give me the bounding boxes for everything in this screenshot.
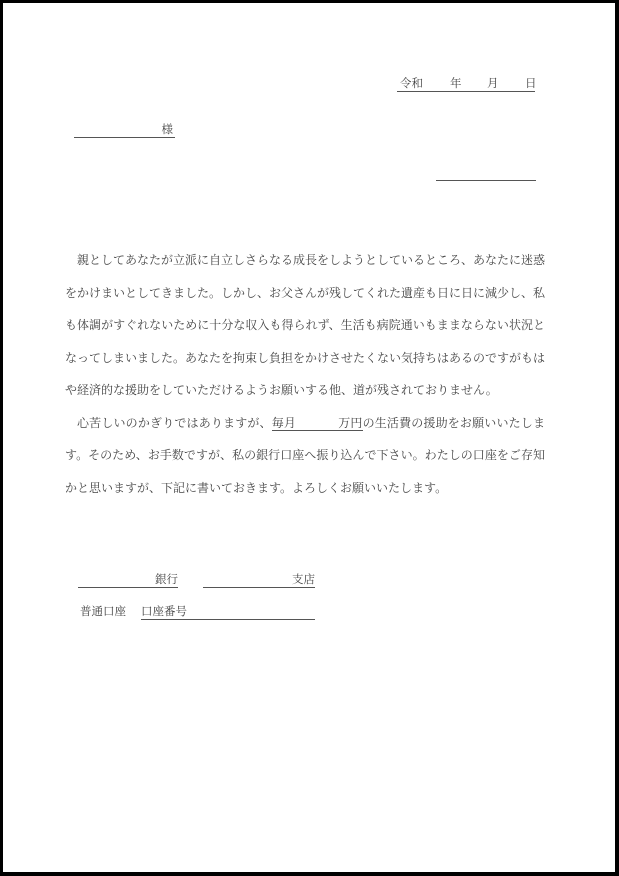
date-month-label: 月 <box>487 76 499 90</box>
branch-name-line <box>203 572 315 588</box>
amount-unit: 万円 <box>338 415 363 430</box>
addressee-honorific: 様 <box>161 122 173 136</box>
amount-prefix: 毎月 <box>271 415 297 430</box>
date-era: 令和 <box>400 76 423 90</box>
monthly-amount-field <box>272 416 363 431</box>
body-paragraph-2 <box>65 407 545 505</box>
body-paragraph-1: 親としてあなたが立派に自立しさらなる成長をしようとしているところ、あなたに迷惑をかけまいとしてきました。しかし、お父さんが残してくれた遺産も日に日に減少し、私も体調がすぐれないために十分な収入も得られず、生活も病院通いもままならない状況となってしまいました。あなたを拘束し負担をかけさせたくない気持ちはあるのですがもはや経済的な援助をしていただけるようお願いする他、道が残されておりません。 <box>65 253 546 397</box>
p2-intro: 心苦しいのかぎりではありますが、 <box>77 415 272 430</box>
letter-body <box>65 244 545 504</box>
date-line <box>397 76 535 92</box>
bank-name-line <box>78 572 178 588</box>
account-number-label: 口座番号 <box>141 604 187 618</box>
account-number-line <box>141 604 315 620</box>
account-type-label: 普通口座 <box>80 604 126 618</box>
sender-name-line <box>436 165 536 181</box>
branch-label: 支店 <box>292 572 315 586</box>
date-year-label: 年 <box>450 76 462 90</box>
date-day-label: 日 <box>525 76 537 90</box>
p2-rest: の生活費の援助をお願いいたします。そのため、お手数ですが、私の銀行口座へ振り込んで下さい。わたしの口座をご存知かと思いますが、下記に書いておきます。よろしくお願いいたします。 <box>65 415 545 495</box>
bank-label: 銀行 <box>155 572 178 586</box>
addressee-line <box>74 122 175 138</box>
